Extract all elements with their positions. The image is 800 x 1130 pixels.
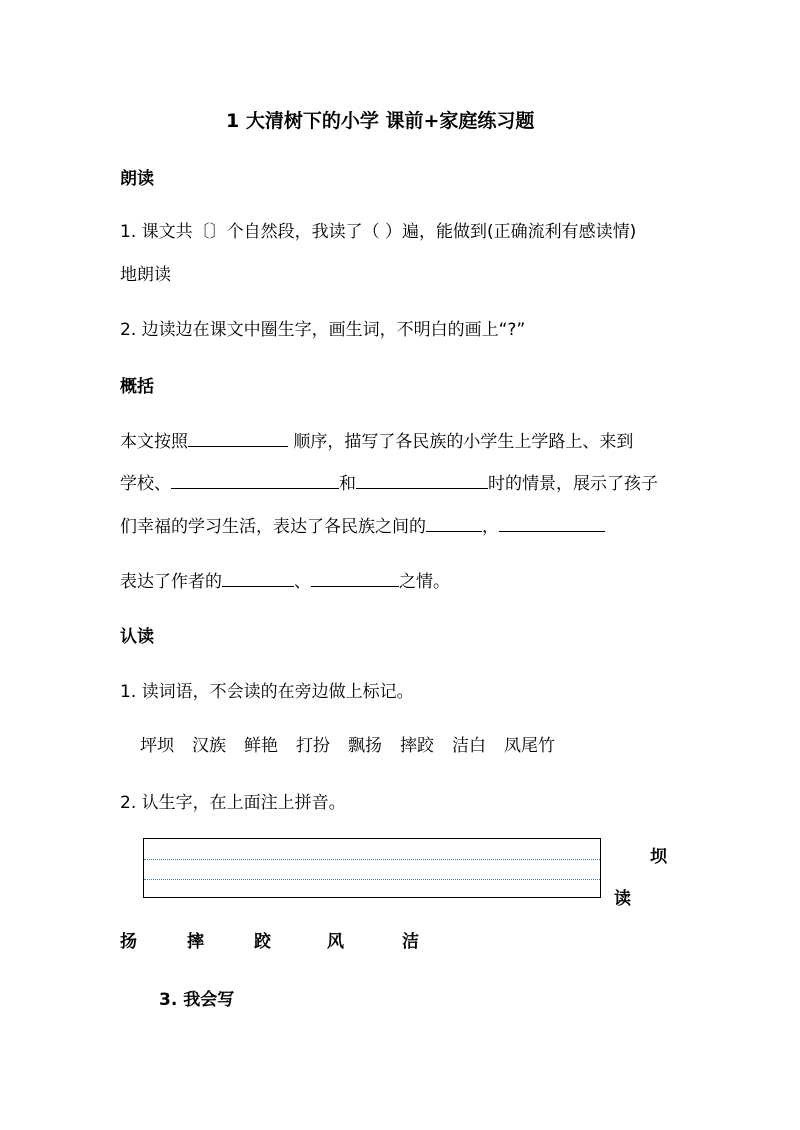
recognize-item-1: 1. 读词语，不会读的在旁边做上标记。 — [120, 682, 414, 702]
summary-text: 之情。 — [399, 572, 450, 592]
heading-reading: 朗读 — [120, 169, 154, 189]
pinyin-guide-line — [144, 879, 600, 880]
summary-text: 们幸福的学习生活，表达了各民族之间的 — [120, 517, 426, 537]
heading-write: 3. 我会写 — [159, 990, 235, 1010]
summary-line-2 — [120, 469, 658, 494]
summary-text: 时的情景，展示了孩子 — [488, 474, 658, 494]
word-item: 汉族 — [192, 736, 226, 756]
fill-blank-feeling-2[interactable] — [311, 568, 399, 587]
summary-text: 学校、 — [120, 474, 171, 494]
pinyin-guide-line — [144, 859, 600, 860]
word-item: 鲜艳 — [244, 736, 278, 756]
fill-blank-order[interactable] — [188, 428, 288, 447]
summary-text: ， — [482, 517, 499, 537]
pinyin-writing-box[interactable] — [143, 838, 601, 898]
reading-item-2: 2. 边读边在课文中圈生字，画生词，不明白的画上“?” — [120, 320, 526, 340]
heading-recognize: 认读 — [120, 627, 154, 647]
word-item: 打扮 — [296, 736, 330, 756]
summary-text: 顺序，描写了各民族的小学生上学路上、来到 — [288, 432, 634, 452]
word-item: 洁白 — [452, 736, 486, 756]
char-row-item: 摔 — [187, 932, 204, 952]
char-row-item: 跤 — [254, 932, 271, 952]
reading-item-1-line-2: 地朗读 — [120, 265, 171, 285]
char-row-item: 扬 — [120, 932, 137, 952]
word-item: 摔跤 — [400, 736, 434, 756]
fill-blank-relation-2[interactable] — [499, 513, 605, 532]
fill-blank-scene-2[interactable] — [356, 470, 488, 489]
fill-blank-scene-1[interactable] — [171, 470, 339, 489]
reading-item-1-line-1: 1. 课文共〔〕个自然段，我读了（ ）遍，能做到(正确流利有感读情) — [120, 222, 637, 242]
summary-text: 本文按照 — [120, 432, 188, 452]
word-item: 凤尾竹 — [504, 736, 555, 756]
summary-line-1 — [120, 427, 633, 452]
word-list — [140, 731, 573, 756]
fill-blank-relation-1[interactable] — [426, 513, 482, 532]
summary-line-3 — [120, 512, 605, 537]
char-row-item: 洁 — [402, 932, 419, 952]
char-row-item: 风 — [327, 932, 344, 952]
heading-summary: 概括 — [120, 377, 154, 397]
summary-text: 和 — [339, 474, 356, 494]
summary-text: 表达了作者的 — [120, 572, 222, 592]
recognize-item-2: 2. 认生字，在上面注上拼音。 — [120, 793, 346, 813]
word-item: 飘扬 — [348, 736, 382, 756]
fill-blank-feeling-1[interactable] — [222, 568, 294, 587]
summary-text: 、 — [294, 572, 311, 592]
summary-line-4 — [120, 567, 450, 592]
char-ba: 坝 — [650, 847, 667, 867]
word-item: 坪坝 — [140, 736, 174, 756]
char-du: 读 — [614, 889, 631, 909]
page-title: 1 大清树下的小学 课前+家庭练习题 — [226, 110, 535, 132]
